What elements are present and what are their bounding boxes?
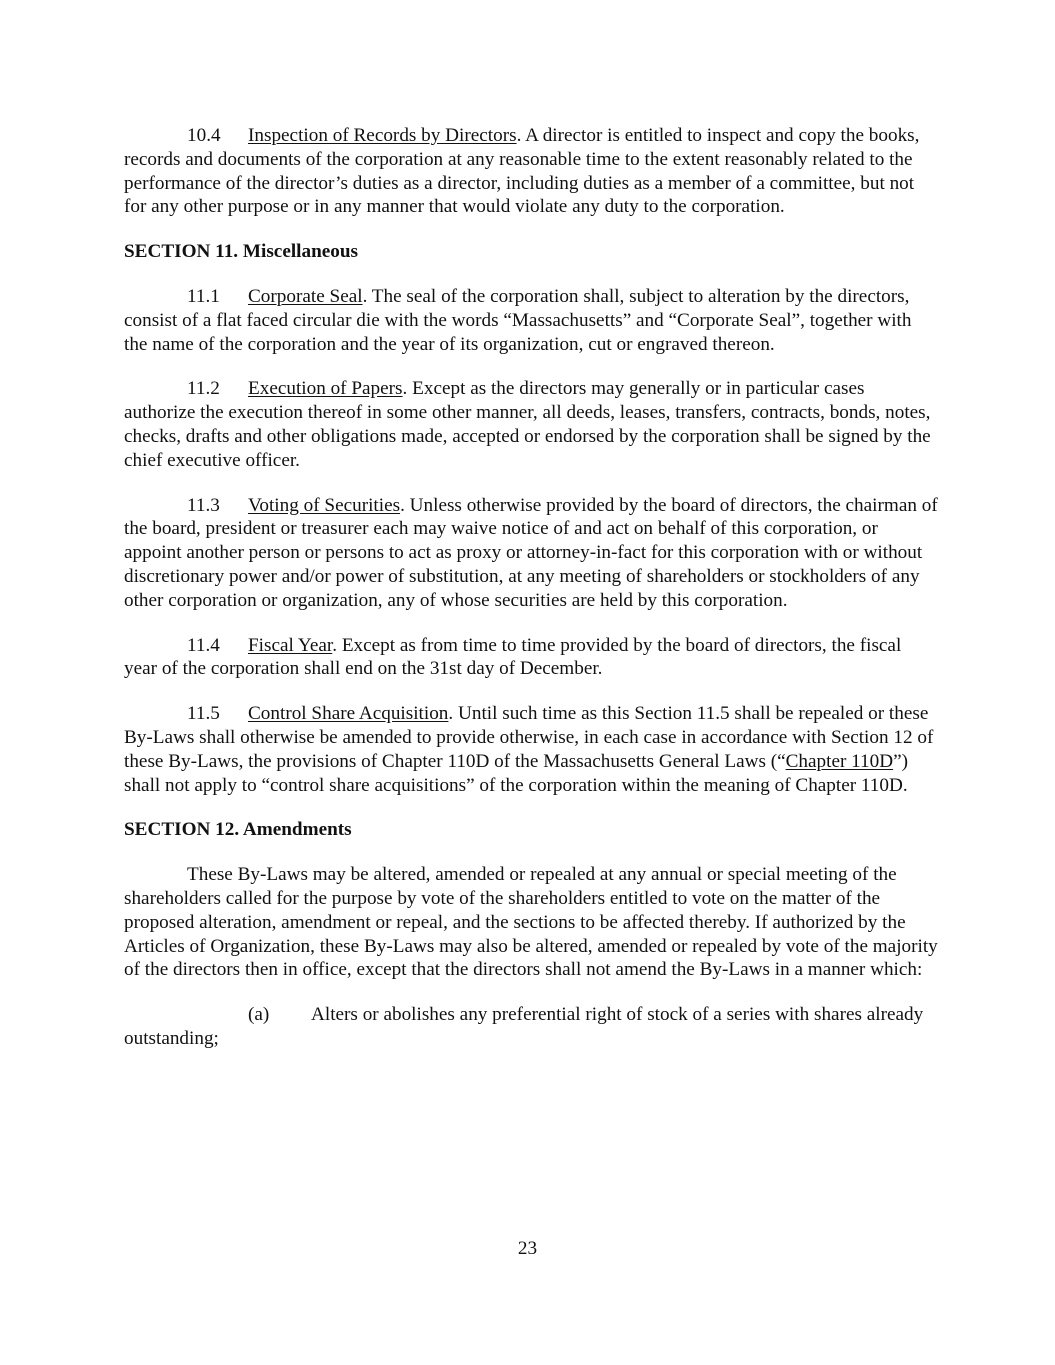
section-12-item-a bbox=[124, 1003, 939, 1051]
section-title: Corporate Seal bbox=[248, 285, 363, 307]
item-text: Alters or abolishes any preferential right of stock of a series with shares already outstanding; bbox=[124, 1004, 924, 1049]
section-text-end: ”) shall not apply to “control share acquisitions” of the corporation within the meaning of Chapter 110D. bbox=[124, 750, 908, 796]
section-number: 11.3 bbox=[187, 494, 220, 516]
section-12-heading: SECTION 12. Amendments bbox=[124, 819, 352, 841]
page-number: 23 bbox=[517, 1238, 538, 1259]
section-number: 11.5 bbox=[187, 703, 220, 725]
section-10-4 bbox=[124, 124, 939, 219]
section-title: Control Share Acquisition bbox=[248, 703, 449, 725]
section-title: Inspection of Records by Directors bbox=[248, 125, 517, 146]
section-title: Fiscal Year bbox=[248, 634, 333, 656]
section-text: . Unless otherwise provided by the board of directors, the chairman of the board, president or treasurer each may waive notice of and act on behalf of this corporation, or appoint another person or persons to act as proxy or attorney-in-fact for this corporation with or without discretionary power and/or power of substitution, at any meeting of shareholders or stockholders of any other corporation or organization, any of whose securities are held by this corporation. bbox=[124, 494, 938, 611]
section-11-3 bbox=[124, 494, 939, 613]
section-11-heading: SECTION 11. Miscellaneous bbox=[124, 241, 359, 263]
section-11-1 bbox=[124, 285, 939, 356]
section-number: 11.4 bbox=[187, 634, 220, 656]
section-title: Voting of Securities bbox=[248, 494, 401, 516]
section-text: . Except as the directors may generally or in particular cases authorize the execution thereof in some other manner, all deeds, leases, transfers, contracts, bonds, notes, checks, drafts and other obligations made, accepted or endorsed by the corporation shall be signed by the chief executive officer. bbox=[124, 378, 931, 471]
section-number: 11.2 bbox=[187, 378, 220, 400]
section-text: . The seal of the corporation shall, subject to alteration by the directors, consist of a flat faced circular die with the words “Massachusetts” and “Corporate Seal”, together with the name of the corporation and the year of its organization, cut or engraved thereon. bbox=[124, 285, 912, 355]
document-page bbox=[124, 124, 939, 1072]
section-text: . A director is entitled to inspect and copy the books, records and documents of the corporation at any reasonable time to the extent reasonably related to the performance of the director’s duties as a director, including duties as a member of a committee, but not for any other purpose or in any manner that would violate any duty to the corporation. bbox=[124, 125, 920, 218]
section-number: 11.1 bbox=[187, 285, 220, 307]
section-text: . Except as from time to time provided by the board of directors, the fiscal year of the corporation shall end on the 31st day of December. bbox=[124, 634, 902, 680]
defined-term: Chapter 110D bbox=[785, 750, 894, 772]
item-label: (a) bbox=[248, 1004, 270, 1026]
section-title: Execution of Papers bbox=[248, 378, 403, 400]
section-11-2 bbox=[124, 377, 939, 472]
section-text: . Until such time as this Section 11.5 shall be repealed or these By-Laws shall otherwise be amended to provide otherwise, in each case in accordance with Section 12 of these By-Laws, the provisions of Chapter 110D of the Massachusetts General Laws (“ bbox=[124, 703, 934, 772]
section-number: 10.4 bbox=[187, 125, 221, 146]
section-12-body: These By-Laws may be altered, amended or repealed at any annual or special meeting of the shareholders called for the purpose by vote of the shareholders entitled to vote on the matter of the proposed alteration, amendment or repeal, and the sections to be affected thereby. If authorized by the Articles of Organization, these By-Laws may also be altered, amended or repealed by vote of the majority of the directors then in office, except that the directors shall not amend the By-Laws in a manner which: bbox=[124, 864, 938, 981]
section-11-4 bbox=[124, 634, 939, 682]
section-11-5 bbox=[124, 702, 939, 797]
